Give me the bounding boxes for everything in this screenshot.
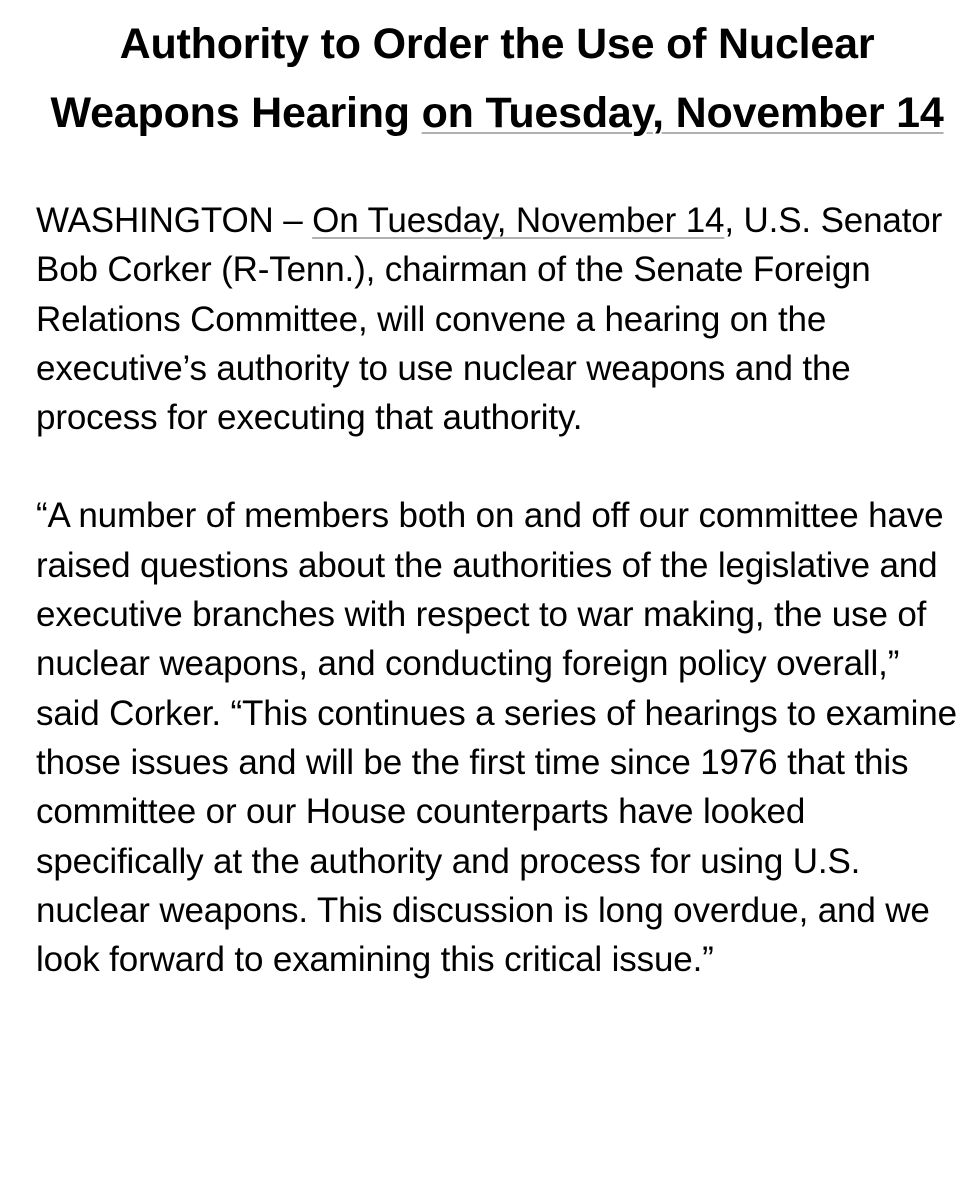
headline-text: Authority to Order the Use of Nuclear Weapons Hearing — [50, 20, 875, 137]
announcement-paragraph — [36, 196, 958, 442]
headline-date-link[interactable]: on Tuesday, November 14 — [421, 89, 944, 137]
quote-paragraph: “A number of members both on and off our committee have raised questions about the authorities of the legislative and executive branches with respect to war making, the use of nuclear weapons, and conducting foreign policy overall,” said Corker. “This continues a series of hearings to examine those issues and will be the first time since 1976 that this committee or our House counterparts have looked specifically at the authority and process for using U.S. nuclear weapons. This discussion is long overdue, and we look forward to examining this critical issue.” — [36, 496, 957, 980]
announcement-text: , U.S. Senator Bob Corker (R-Tenn.), chairman of the Senate Foreign Relations Committee, will convene a hearing on the executive’s authority to use nuclear weapons and the process for executing that authority. — [36, 201, 943, 438]
headline — [36, 10, 958, 148]
dateline: WASHINGTON – — [36, 201, 313, 240]
date-link[interactable]: On Tuesday, November 14 — [312, 201, 725, 240]
